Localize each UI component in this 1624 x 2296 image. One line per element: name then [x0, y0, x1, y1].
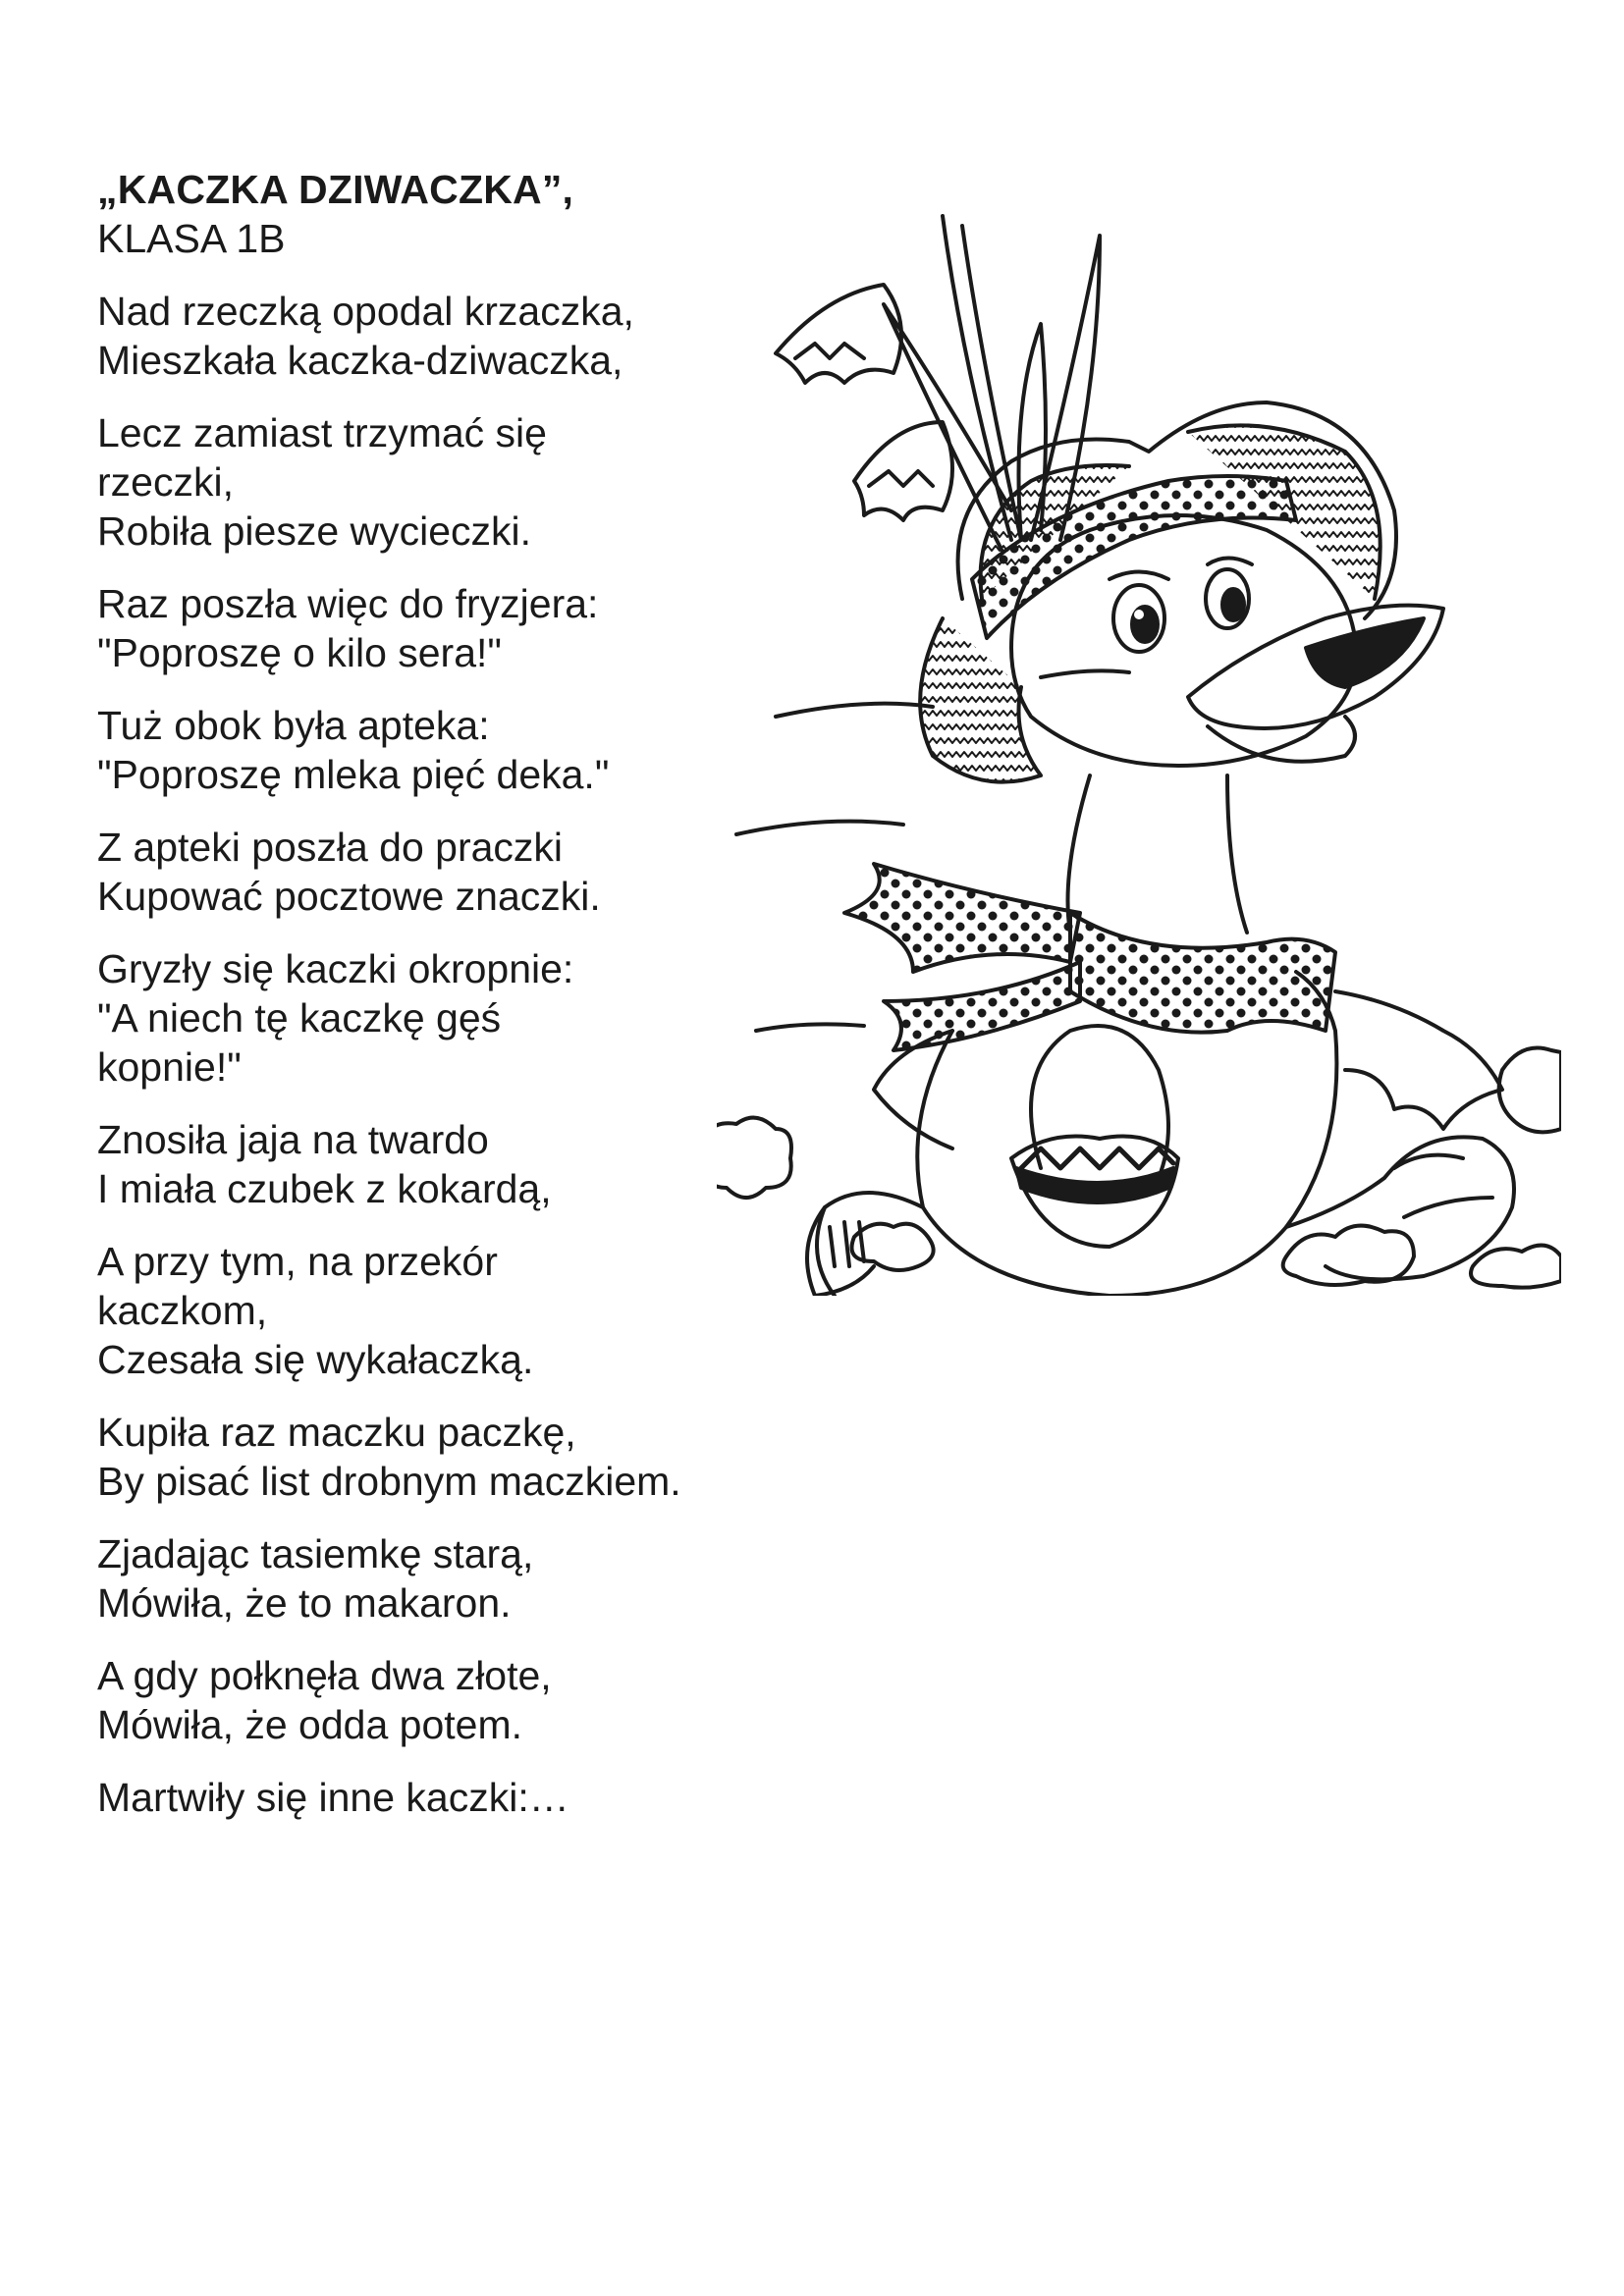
stanza-7: [97, 1115, 765, 1213]
stanza-5: [97, 823, 765, 921]
poem-class-label: KLASA 1B: [97, 216, 286, 261]
stanza-3: [97, 579, 765, 677]
poem-line: Zjadając tasiemkę starą,: [97, 1531, 534, 1576]
poem-line: Kupiła raz maczku paczkę,: [97, 1410, 576, 1455]
poem-line: kaczkom,: [97, 1288, 268, 1333]
stanza-12: [97, 1773, 765, 1822]
stanza-10: [97, 1529, 765, 1628]
poem-line: Gryzły się kaczki okropnie:: [97, 946, 574, 991]
poem-line: Raz poszła więc do fryzjera:: [97, 581, 599, 626]
poem-line: Kupować pocztowe znaczki.: [97, 874, 601, 919]
poem-line: Mówiła, że to makaron.: [97, 1580, 512, 1626]
poem-line: kopnie!": [97, 1044, 242, 1090]
stanza-9: [97, 1408, 765, 1506]
poem-line: Tuż obok była apteka:: [97, 703, 490, 748]
stanza-8: [97, 1237, 765, 1384]
poem-line: rzeczki,: [97, 459, 234, 505]
poem-line: A przy tym, na przekór: [97, 1239, 498, 1284]
poem-line: I miała czubek z kokardą,: [97, 1166, 552, 1211]
poem-line: Czesała się wykałaczką.: [97, 1337, 534, 1382]
stanza-4: [97, 701, 765, 799]
stanza-11: [97, 1651, 765, 1749]
stanza-6: [97, 944, 765, 1092]
poem-line: "Poproszę o kilo sera!": [97, 630, 502, 675]
poem-text: [97, 165, 765, 1845]
poem-line: "Poproszę mleka pięć deka.": [97, 752, 610, 797]
poem-line: By pisać list drobnym maczkiem.: [97, 1459, 681, 1504]
poem-line: Mówiła, że odda potem.: [97, 1702, 523, 1747]
poem-line: Z apteki poszła do praczki: [97, 825, 564, 870]
poem-line: Robiła piesze wycieczki.: [97, 508, 532, 554]
poem-line: Lecz zamiast trzymać się: [97, 410, 547, 455]
poem-title: „KACZKA DZIWACZKA”,: [97, 167, 574, 212]
poem-line: Martwiły się inne kaczki:…: [97, 1775, 569, 1820]
duck-coloring-illustration-icon: [717, 187, 1561, 1296]
poem-line: Znosiła jaja na twardo: [97, 1117, 489, 1162]
stanza-2: [97, 408, 765, 556]
poem-line: "A niech tę kaczkę gęś: [97, 995, 502, 1041]
poem-line: A gdy połknęła dwa złote,: [97, 1653, 552, 1698]
poem-line: Mieszkała kaczka-dziwaczka,: [97, 338, 623, 383]
stanza-1: [97, 287, 765, 385]
poem-line: Nad rzeczką opodal krzaczka,: [97, 289, 634, 334]
